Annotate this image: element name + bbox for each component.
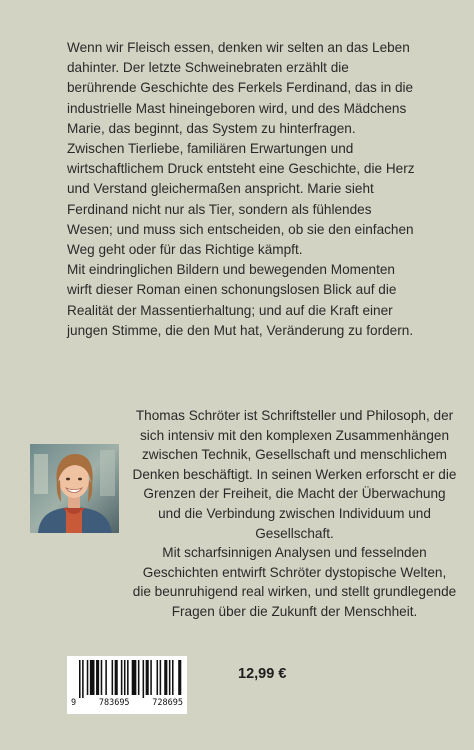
barcode-group-1: 783695 xyxy=(98,698,130,708)
barcode-bar xyxy=(101,660,103,695)
barcode-bar xyxy=(172,660,174,695)
barcode-bar xyxy=(90,660,95,695)
barcode-bar xyxy=(96,660,99,695)
blurb-paragraph-2: Zwischen Tierliebe, familiären Erwartungen und wirtschaftlichem Druck entsteht eine Geschichte, die Herz und Verstand gleichermaßen anspricht. Marie sieht Ferdinand nicht nur als Tier, sondern als fühlendes Wesen; und muss sich entscheiden, ob sie den einfachen Weg geht oder für das Richtige kämpft. xyxy=(67,141,415,258)
barcode-bar xyxy=(87,660,89,695)
barcode-bar xyxy=(127,660,129,695)
author-bio-paragraph-2: Mit scharfsinnigen Analysen und fesselnden Geschichten entwirft Schröter dystopische Welten, die beunruhigend real wirken, und stellt grundlegende Fragen über die Zukunft der Menschheit. xyxy=(132,545,457,619)
barcode-bar xyxy=(169,660,171,695)
barcode-bar xyxy=(121,660,123,695)
barcode-bar xyxy=(124,660,126,695)
barcode-bar xyxy=(112,660,114,695)
barcode-digits xyxy=(71,698,183,708)
barcode-bar xyxy=(160,660,162,695)
isbn-barcode xyxy=(67,656,187,714)
author-portrait-icon xyxy=(30,444,119,533)
barcode-bar xyxy=(178,660,181,695)
blurb-paragraph-1: Wenn wir Fleisch essen, denken wir selten an das Leben dahinter. Der letzte Schweinebraten erzählt die berührende Geschichte des Ferkels Ferdinand, das in die industrielle Mast hineingeboren wird, und des Mädchens Marie, das beginnt, das System zu hinterfragen. xyxy=(67,40,414,136)
barcode-bar xyxy=(157,660,159,695)
barcode-bar xyxy=(115,660,118,695)
blurb-paragraph-3: Mit eindringlichen Bildern und bewegenden Momenten wirft dieser Roman einen schonungslosen Blick auf die Realität der Massentierhaltung; und auf die Kraft einer jungen Stimme, die den Mut hat, Veränderung zu fordern. xyxy=(67,262,414,338)
barcode-lead-digit: 9 xyxy=(71,698,77,708)
barcode-bar xyxy=(105,660,107,695)
barcode-bar xyxy=(164,660,167,695)
author-bio-paragraph-1: Thomas Schröter ist Schriftsteller und Philosoph, der sich intensiv mit den komplexen Zusammenhängen zwischen Technik, Gesellschaft und menschlichem Denken beschäftigt. In seinen Werken erforscht er die Grenzen der Freiheit, die Macht der Überwachung und die Verbindung zwischen Individuum und Gesellschaft. xyxy=(132,408,457,541)
barcode-bar xyxy=(132,660,137,695)
barcode-bar xyxy=(146,660,149,695)
barcode-bar xyxy=(138,660,140,695)
barcode-bar xyxy=(79,660,81,698)
price-label: 12,99 € xyxy=(238,666,287,682)
barcode-bar xyxy=(150,660,152,695)
back-cover-blurb xyxy=(67,38,417,341)
author-photo xyxy=(30,444,119,533)
barcode-icon xyxy=(67,656,187,700)
barcode-group-2: 728695 xyxy=(152,698,183,708)
barcode-bar xyxy=(82,660,84,698)
barcode-bar xyxy=(143,660,145,698)
author-bio xyxy=(132,406,457,622)
